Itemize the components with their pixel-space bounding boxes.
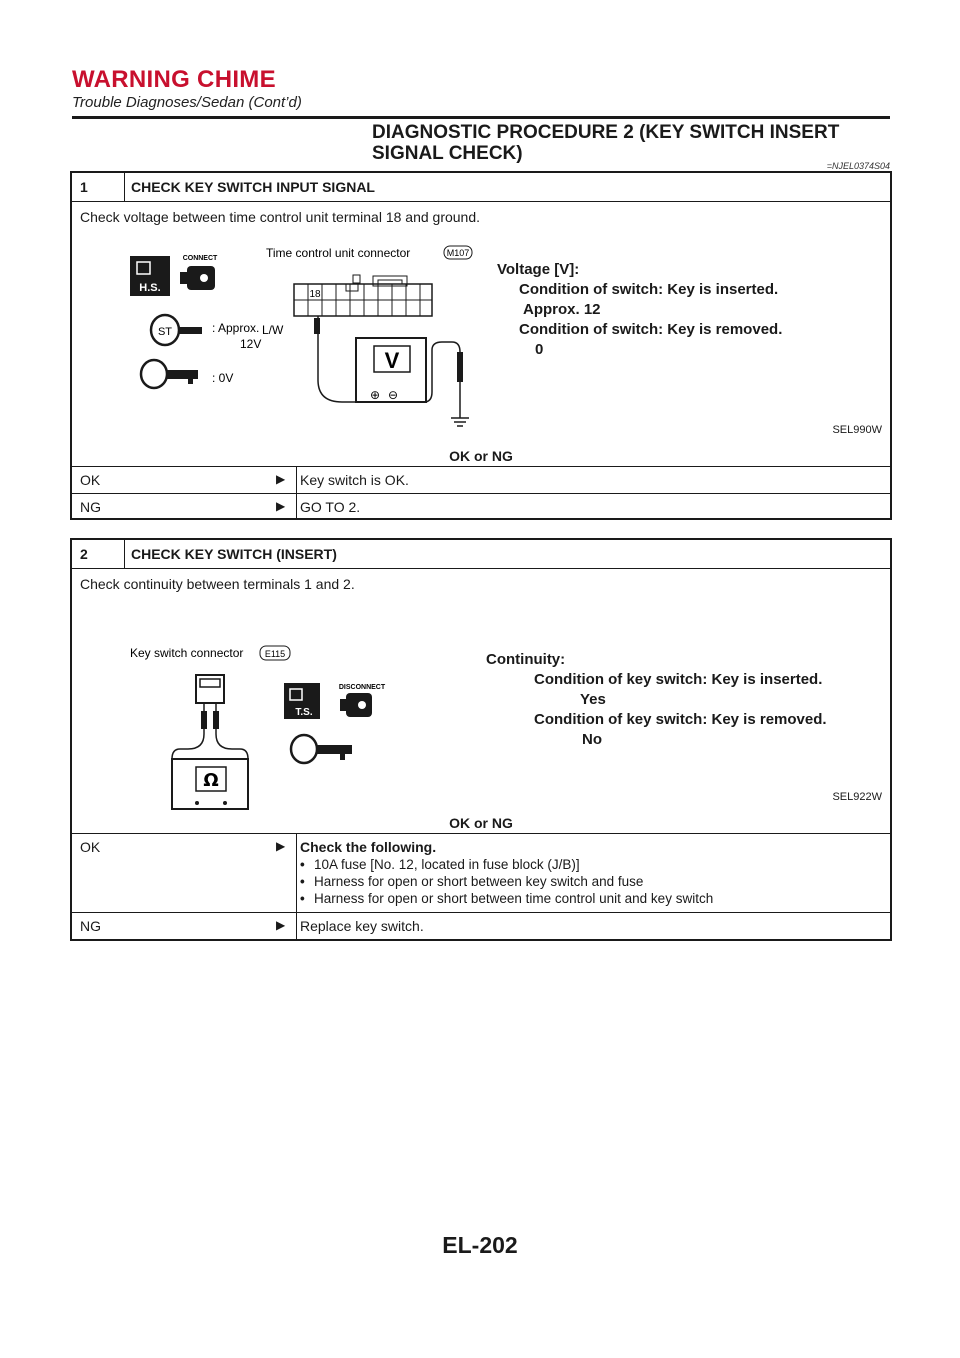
bullet-item	[300, 874, 643, 889]
result-ng-text: Replace key switch.	[300, 918, 424, 934]
step1-figure-code: SEL990W	[832, 424, 882, 436]
spec-title: Voltage [V]:	[497, 261, 580, 278]
wire-label: L/W	[262, 323, 284, 337]
step1-spec	[497, 260, 782, 360]
connector-label: Time control unit connector	[266, 246, 411, 260]
step2-result-ng	[72, 912, 890, 939]
key-connector-label: Key switch connector	[130, 646, 244, 660]
procedure-title-line2: SIGNAL CHECK)	[372, 143, 523, 164]
key-switch-connector	[172, 675, 248, 769]
time-control-connector	[294, 275, 432, 316]
meter-plus: ⊕	[370, 388, 381, 402]
step1-header	[72, 173, 890, 201]
disconnect-label: DISCONNECT	[338, 684, 386, 691]
step2-number: 2	[80, 546, 88, 562]
bullet-item	[300, 891, 713, 906]
connect-label: CONNECT	[182, 255, 218, 262]
arrow-icon: ▶	[276, 918, 286, 932]
step2-result-ok	[72, 833, 890, 912]
step2-body	[72, 568, 890, 833]
spec-cond1: Condition of switch: Key is inserted.	[519, 281, 779, 298]
step2-figure-code: SEL922W	[832, 791, 882, 803]
spec-title: Continuity:	[486, 651, 566, 668]
result-ok-text: Check the following.	[300, 839, 437, 855]
section-title: WARNING CHIME	[72, 66, 276, 93]
bullet-text: 10A fuse [No. 12, located in fuse block (J/B)]	[314, 857, 580, 872]
arrow-icon: ▶	[276, 472, 286, 486]
step1-body	[72, 201, 890, 466]
key-icon	[291, 735, 352, 763]
step1-instruction: Check voltage between time control unit terminal 18 and ground.	[80, 209, 481, 225]
result-divider	[296, 913, 297, 939]
ts-label: T.S.	[295, 707, 313, 718]
step2-title: CHECK KEY SWITCH (INSERT)	[131, 546, 337, 562]
result-ng-label: NG	[80, 918, 101, 934]
header-rule	[72, 116, 890, 119]
zero-label: : 0V	[212, 371, 234, 385]
ts-icon	[284, 683, 320, 719]
step1-result-ok	[72, 466, 890, 493]
ohmmeter-icon	[172, 759, 248, 809]
meter-minus: ⊖	[388, 388, 399, 402]
step2-box	[70, 538, 892, 941]
terminal-18-label: 18	[309, 289, 321, 300]
ground-icon	[451, 382, 469, 426]
spec-cond2: Condition of key switch: Key is removed.	[534, 711, 827, 728]
result-ng-text: GO TO 2.	[300, 499, 361, 515]
step2-instruction: Check continuity between terminals 1 and 2.	[80, 576, 355, 592]
procedure-title	[372, 122, 872, 164]
st-label: ST	[157, 326, 173, 338]
step2-okng: OK or NG	[449, 815, 513, 831]
key-removed-icon	[141, 360, 198, 388]
ohmmeter-label: Ω	[203, 770, 219, 791]
voltmeter-icon	[356, 338, 426, 402]
step2-spec	[486, 650, 827, 750]
hs-icon	[130, 256, 170, 296]
key-connector-code: E115	[264, 649, 286, 659]
bullet-icon: •	[300, 857, 305, 872]
bullet-text: Harness for open or short between key switch and fuse	[314, 874, 644, 889]
step1-number: 1	[80, 179, 88, 195]
arrow-icon: ▶	[276, 499, 286, 513]
step1-header-divider	[124, 173, 125, 201]
bullet-item	[300, 857, 580, 872]
connect-icon	[180, 255, 218, 290]
arrow-icon: ▶	[276, 839, 286, 853]
spec-val2: No	[582, 731, 602, 748]
step2-header	[72, 540, 890, 568]
step1-okng: OK or NG	[449, 448, 513, 464]
spec-cond1: Condition of key switch: Key is inserted.	[534, 671, 823, 688]
result-ok-label: OK	[80, 472, 101, 488]
procedure-title-line1: DIAGNOSTIC PROCEDURE 2 (KEY SWITCH INSERT	[372, 122, 840, 143]
key-st-icon	[151, 315, 202, 345]
step1-result-ng	[72, 493, 890, 518]
bullet-text: Harness for open or short between time control unit and key switch	[314, 891, 714, 906]
spec-val1: Approx. 12	[523, 301, 601, 318]
step1-box	[70, 171, 892, 520]
result-divider	[296, 467, 297, 493]
result-ok-label: OK	[80, 839, 101, 855]
voltmeter-label: V	[384, 348, 400, 373]
disconnect-icon	[339, 684, 386, 717]
section-subtitle: Trouble Diagnoses/Sedan (Cont’d)	[72, 94, 302, 111]
hs-label: H.S.	[139, 282, 161, 294]
result-divider	[296, 834, 297, 912]
spec-val2: 0	[535, 341, 544, 358]
approx-label: : Approx.	[212, 321, 260, 335]
bullet-icon: •	[300, 874, 305, 889]
spec-cond2: Condition of switch: Key is removed.	[519, 321, 783, 338]
result-ng-label: NG	[80, 499, 101, 515]
step2-header-divider	[124, 540, 125, 568]
connector-code: M107	[446, 248, 470, 258]
result-ok-text: Key switch is OK.	[300, 472, 409, 488]
step1-title: CHECK KEY SWITCH INPUT SIGNAL	[131, 179, 375, 195]
result-divider	[296, 494, 297, 518]
v12-label: 12V	[240, 337, 262, 351]
bullet-icon: •	[300, 891, 305, 906]
page-number: EL-202	[442, 1232, 518, 1258]
spec-val1: Yes	[580, 691, 606, 708]
procedure-ref: =NJEL0374S04	[826, 161, 890, 171]
